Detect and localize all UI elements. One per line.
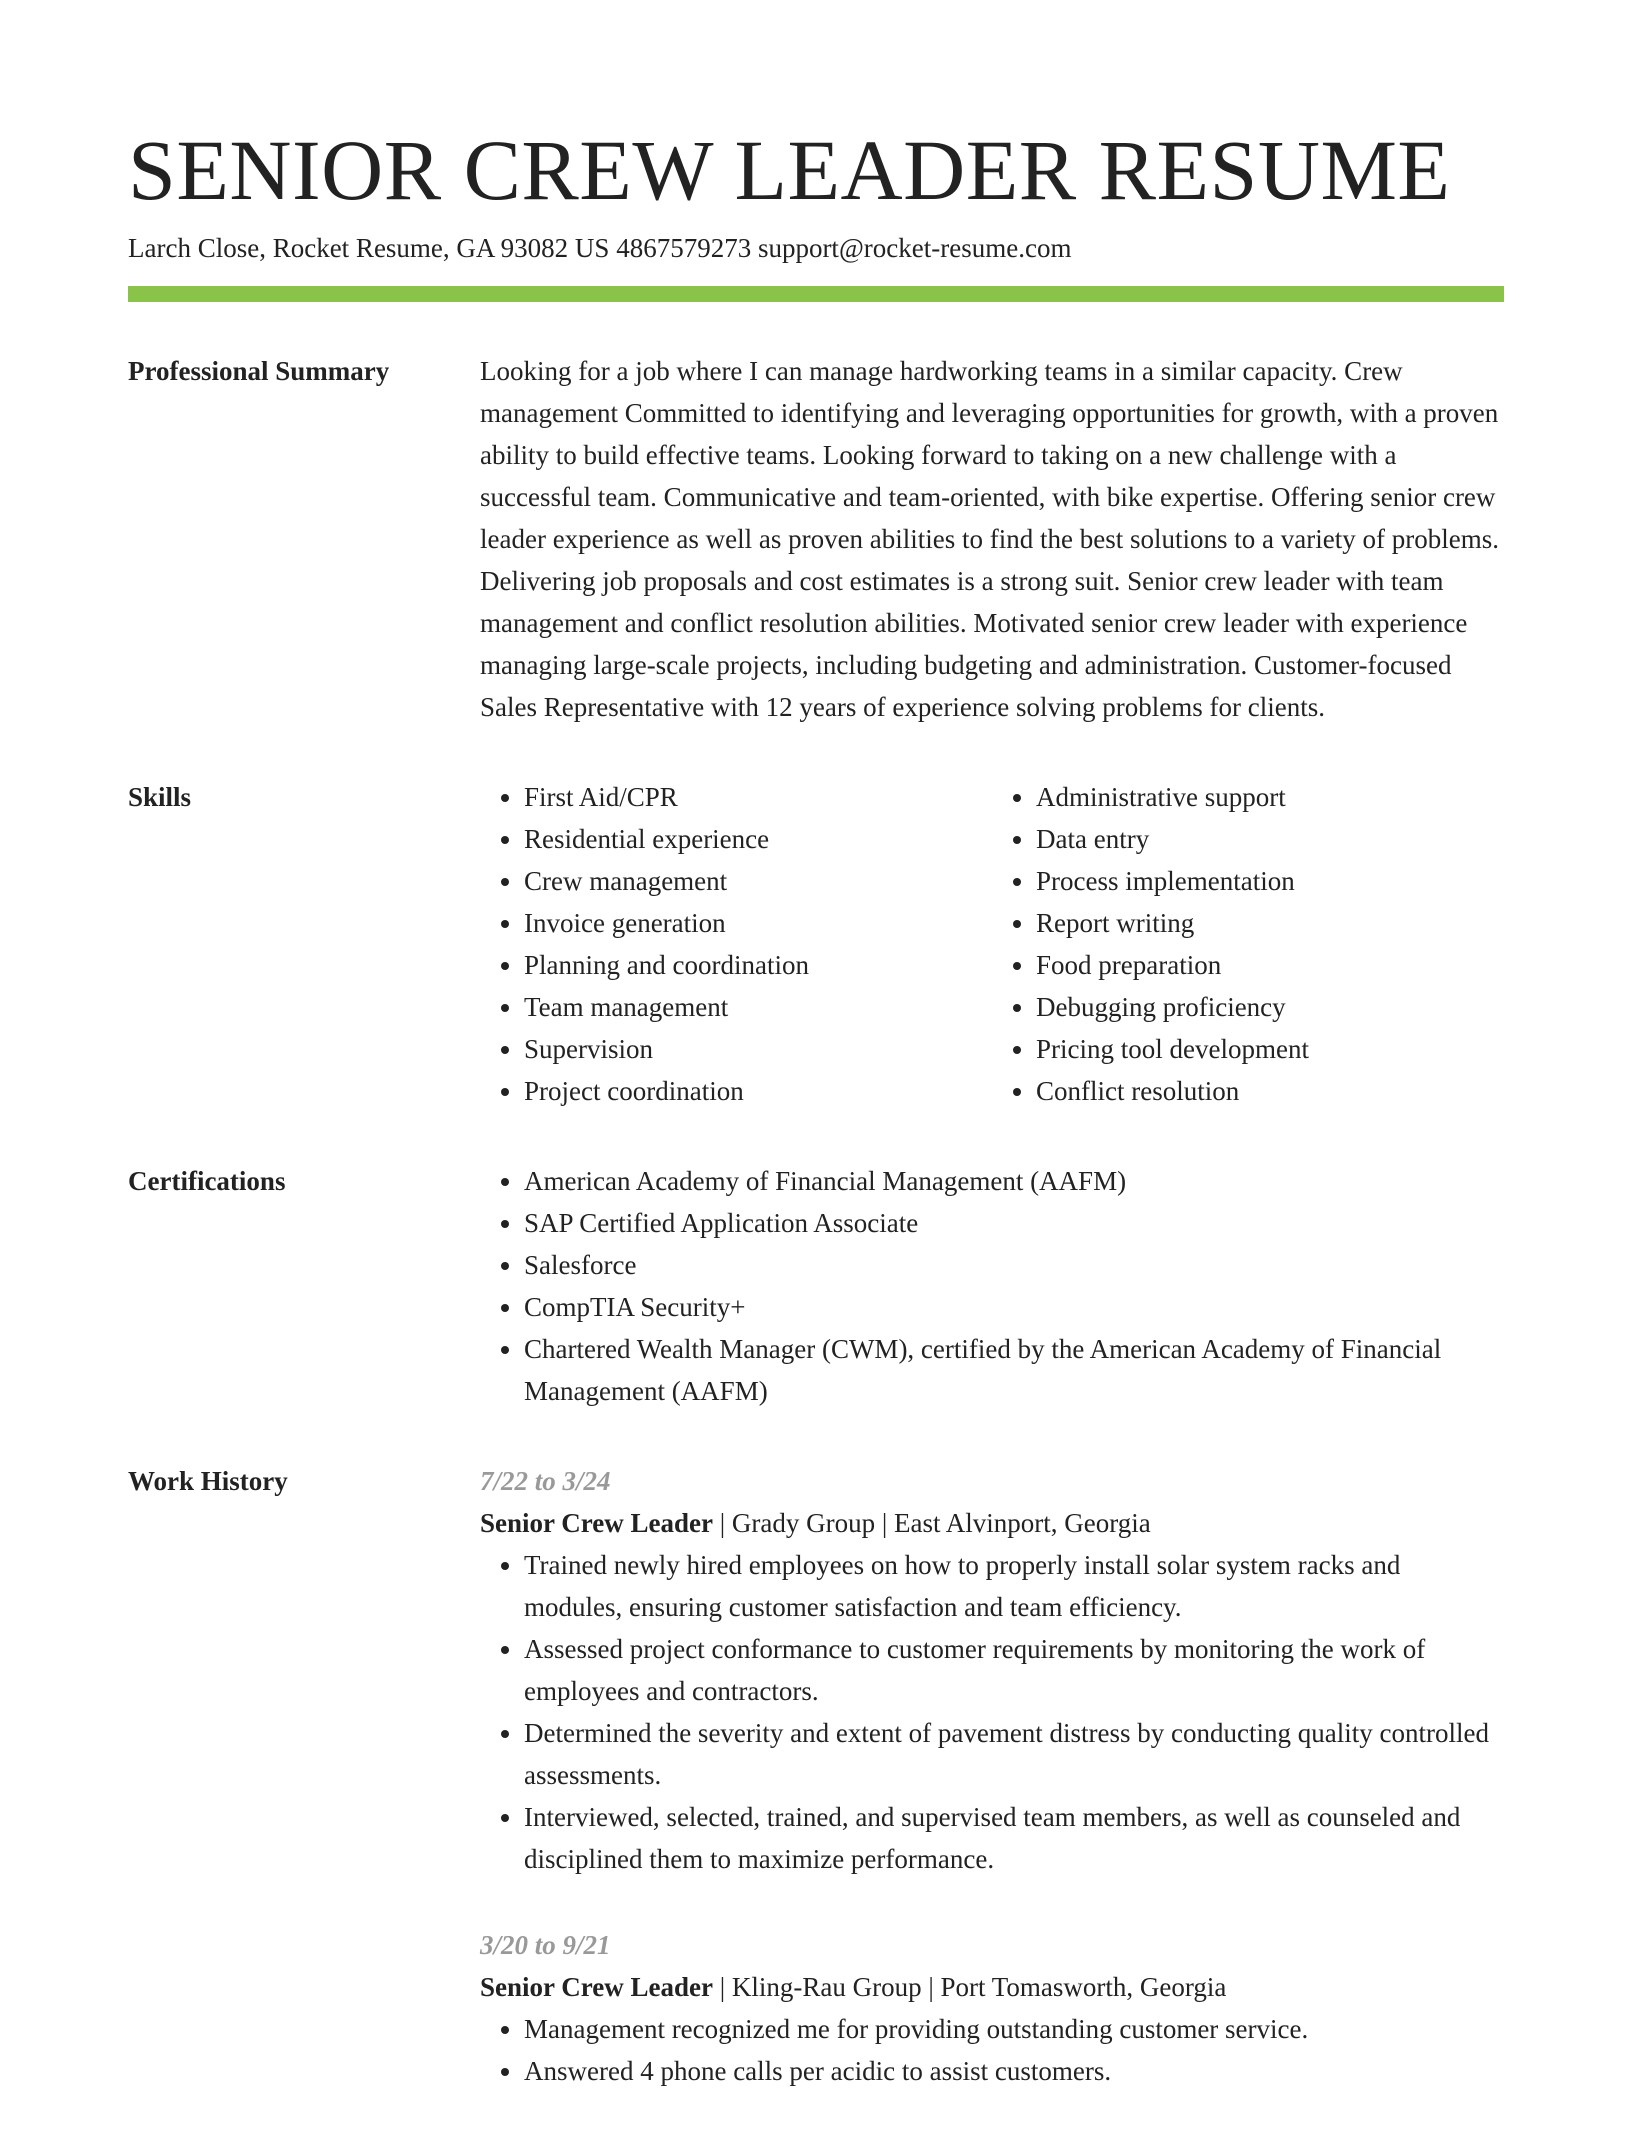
summary-label: Professional Summary xyxy=(128,356,390,386)
skill-item: • Residential experience xyxy=(524,818,992,860)
resume-title: SENIOR CREW LEADER RESUME xyxy=(128,122,1451,218)
skill-item: • Project coordination xyxy=(524,1070,992,1112)
certifications-list xyxy=(480,1160,1504,1412)
skill-item: • Conflict resolution xyxy=(1036,1070,1504,1112)
skill-item: • Report writing xyxy=(1036,902,1504,944)
skill-item: • Administrative support xyxy=(1036,776,1504,818)
skill-item: • Team management xyxy=(524,986,992,1028)
certification-item: • Chartered Wealth Manager (CWM), certified by the American Academy of Financial Management (AAFM) xyxy=(524,1328,1504,1412)
skill-item: • First Aid/CPR xyxy=(524,776,992,818)
job-bullets xyxy=(480,1544,1504,1880)
skill-item: • Supervision xyxy=(524,1028,992,1070)
skill-item: • Process implementation xyxy=(1036,860,1504,902)
job-bullet: • Answered 4 phone calls per acidic to assist customers. xyxy=(524,2050,1504,2092)
skill-item: • Invoice generation xyxy=(524,902,992,944)
certifications-section xyxy=(128,1160,1504,1412)
skill-item: • Data entry xyxy=(1036,818,1504,860)
certification-item: • American Academy of Financial Management (AAFM) xyxy=(524,1160,1504,1202)
job-entry xyxy=(480,1460,1504,1880)
job-title: Senior Crew Leader xyxy=(480,1972,713,2002)
certification-item: • Salesforce xyxy=(524,1244,1504,1286)
summary-section xyxy=(128,350,1504,728)
contact-line: Larch Close, Rocket Resume, GA 93082 US 4867579273 support@rocket-resume.com xyxy=(128,233,1072,263)
job-dates: 3/20 to 9/21 xyxy=(480,1930,611,1960)
job-header xyxy=(480,1502,1504,1544)
job-bullet: • Interviewed, selected, trained, and supervised team members, as well as counseled and disciplined them to maximize performance. xyxy=(524,1796,1504,1880)
job-bullet: • Determined the severity and extent of pavement distress by conducting quality controlled assessments. xyxy=(524,1712,1504,1796)
skill-item: • Debugging proficiency xyxy=(1036,986,1504,1028)
job-dates: 7/22 to 3/24 xyxy=(480,1466,611,1496)
job-bullets xyxy=(480,2008,1504,2092)
job-title: Senior Crew Leader xyxy=(480,1508,713,1538)
skills-list-right xyxy=(992,776,1504,1112)
job-entry xyxy=(480,1924,1504,2092)
skill-item: • Planning and coordination xyxy=(524,944,992,986)
certifications-label: Certifications xyxy=(128,1166,286,1196)
work-history-label: Work History xyxy=(128,1466,288,1496)
skills-list-left xyxy=(480,776,992,1112)
skills-section xyxy=(128,776,1504,1112)
job-header xyxy=(480,1966,1504,2008)
job-bullet: • Trained newly hired employees on how to properly install solar system racks and modules, ensuring customer satisfaction and team efficiency. xyxy=(524,1544,1504,1628)
skills-label: Skills xyxy=(128,782,192,812)
skill-item: • Crew management xyxy=(524,860,992,902)
skill-item: • Food preparation xyxy=(1036,944,1504,986)
job-details: | Kling-Rau Group | Port Tomasworth, Georgia xyxy=(712,1972,1227,2002)
skill-item: • Pricing tool development xyxy=(1036,1028,1504,1070)
accent-divider xyxy=(128,286,1504,302)
certification-item: • CompTIA Security+ xyxy=(524,1286,1504,1328)
job-bullet: • Assessed project conformance to customer requirements by monitoring the work of employees and contractors. xyxy=(524,1628,1504,1712)
job-bullet: • Management recognized me for providing outstanding customer service. xyxy=(524,2008,1504,2050)
job-details: | Grady Group | East Alvinport, Georgia xyxy=(712,1508,1151,1538)
resume-page xyxy=(128,120,1504,2136)
certification-item: • SAP Certified Application Associate xyxy=(524,1202,1504,1244)
summary-text: Looking for a job where I can manage hardworking teams in a similar capacity. Crew management Committed to identifying and leveraging opportunities for growth, with a proven ability to build effective teams. Looking forward to taking on a new challenge with a successful team. Communicative and team-oriented, with bike expertise. Offering senior crew leader experience as well as proven abilities to find the best solutions to a variety of problems. Delivering job proposals and cost estimates is a strong suit. Senior crew leader with team management and conflict resolution abilities. Motivated senior crew leader with experience managing large-scale projects, including budgeting and administration. Customer-focused Sales Representative with 12 years of experience solving problems for clients. xyxy=(480,356,1499,722)
work-history-section xyxy=(128,1460,1504,2136)
